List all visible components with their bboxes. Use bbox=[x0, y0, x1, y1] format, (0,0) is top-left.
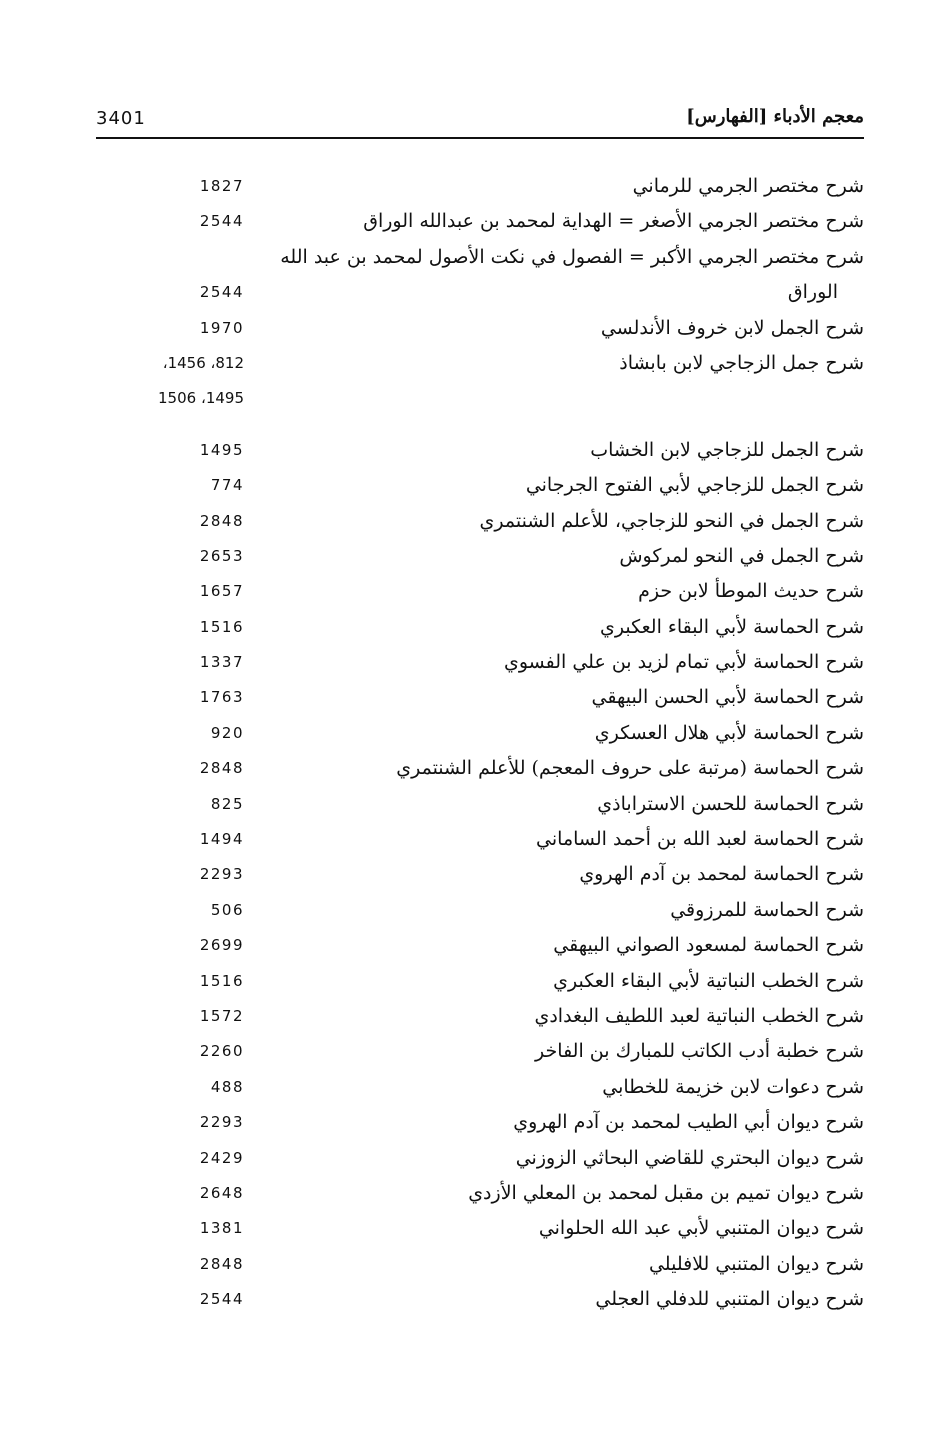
entry-term: شرح مختصر الجرمي الأصغر = الهداية لمحمد بن عبدالله الوراق bbox=[363, 210, 864, 233]
entry-pages: 2429 bbox=[199, 1148, 244, 1167]
entry-pages: 1572 bbox=[199, 1006, 244, 1025]
entry-pages: 1763 bbox=[199, 688, 244, 707]
index-entry bbox=[96, 1247, 864, 1282]
entry-pages: 1657 bbox=[199, 582, 244, 601]
entry-pages: 2260 bbox=[199, 1042, 244, 1061]
running-title: معجم الأدباء [الفهارس] bbox=[686, 106, 864, 127]
entry-term: شرح الحماسة لأبي البقاء العكبري bbox=[600, 615, 864, 638]
index-entry bbox=[96, 1141, 864, 1176]
entry-term: شرح الحماسة لمسعود الصواني البيهقي bbox=[553, 934, 864, 957]
entry-term: شرح الخطب النباتية لأبي البقاء العكبري bbox=[553, 969, 864, 992]
entry-term: شرح الحماسة لمحمد بن آدم الهروي bbox=[579, 863, 864, 886]
index-entry bbox=[96, 999, 864, 1034]
entry-term: الوراق bbox=[787, 281, 838, 304]
index-entry bbox=[96, 346, 864, 381]
index-entry bbox=[96, 822, 864, 857]
entry-pages: 2848 bbox=[199, 759, 244, 778]
index-entry bbox=[96, 857, 864, 892]
index-entry bbox=[96, 204, 864, 239]
index-entry bbox=[96, 680, 864, 715]
entry-pages: 2648 bbox=[199, 1183, 244, 1202]
entry-term: شرح خطبة أدب الكاتب للمبارك بن الفاخر bbox=[535, 1040, 864, 1063]
entry-pages: 506 bbox=[210, 900, 244, 919]
entry-term: شرح الخطب النباتية لعبد اللطيف البغدادي bbox=[534, 1004, 864, 1027]
entry-term: شرح ديوان تميم بن مقبل لمحمد بن المعلي الأزدي bbox=[468, 1181, 864, 1204]
entry-term: شرح الجمل في النحو لمركوش bbox=[619, 544, 864, 567]
entry-pages: 1337 bbox=[199, 653, 244, 672]
entry-term: شرح ديوان المتنبي للدفلي العجلي bbox=[595, 1288, 864, 1311]
entry-term: شرح ديوان البحتري للقاضي البحاثي الزوزني bbox=[515, 1146, 864, 1169]
entry-term: شرح الحماسة (مرتبة على حروف المعجم) للأعلم الشنتمري bbox=[396, 757, 864, 780]
entry-pages: 1970 bbox=[199, 318, 244, 337]
entry-term: شرح الجمل لابن خروف الأندلسي bbox=[600, 316, 864, 339]
entry-pages: 2848 bbox=[199, 1254, 244, 1273]
index-entry bbox=[96, 240, 864, 275]
entry-term: شرح جمل الزجاجي لابن بابشاذ bbox=[619, 351, 864, 374]
entry-pages: 1827 bbox=[199, 177, 244, 195]
entry-term: شرح الحماسة لأبي الحسن البيهقي bbox=[591, 686, 864, 709]
index-entry bbox=[96, 1211, 864, 1246]
entry-pages: 1516 bbox=[199, 617, 244, 636]
index-entry bbox=[96, 468, 864, 503]
index-entry bbox=[96, 610, 864, 645]
entry-pages: 825 bbox=[210, 794, 244, 813]
entry-pages: 812، 1456، bbox=[162, 353, 244, 372]
index-entry bbox=[96, 504, 864, 539]
index-entry bbox=[96, 1105, 864, 1140]
index-entry bbox=[96, 751, 864, 786]
entry-term: شرح ديوان أبي الطيب لمحمد بن آدم الهروي bbox=[513, 1111, 864, 1134]
index-entry bbox=[96, 716, 864, 751]
entry-pages: 1494 bbox=[199, 830, 244, 849]
index-entry bbox=[96, 645, 864, 680]
page-header bbox=[96, 106, 864, 132]
entry-pages: 1495، 1506 bbox=[158, 389, 244, 408]
index-entry bbox=[96, 1034, 864, 1069]
index-entry bbox=[96, 169, 864, 204]
entry-pages: 2848 bbox=[199, 511, 244, 530]
index-entry bbox=[96, 381, 864, 416]
entry-pages: 2293 bbox=[199, 865, 244, 884]
entry-pages: 2653 bbox=[199, 546, 244, 565]
index-entry bbox=[96, 928, 864, 963]
entry-pages: 2293 bbox=[199, 1113, 244, 1132]
index-entry bbox=[96, 1282, 864, 1317]
entry-pages: 2544 bbox=[199, 283, 244, 302]
entry-pages: 920 bbox=[210, 723, 244, 742]
index-entry bbox=[96, 417, 864, 433]
index-entry bbox=[96, 574, 864, 609]
entry-pages: 774 bbox=[210, 476, 244, 495]
entry-pages: 488 bbox=[210, 1077, 244, 1096]
entry-term: شرح الجمل للزجاجي لابن الخشاب bbox=[590, 438, 864, 461]
entry-pages: 1495 bbox=[199, 440, 244, 459]
index-entry bbox=[96, 539, 864, 574]
index-entry bbox=[96, 1176, 864, 1211]
index-entry bbox=[96, 964, 864, 999]
entry-pages: 2544 bbox=[199, 1290, 244, 1309]
page-number: 3401 bbox=[96, 108, 146, 129]
index-entry bbox=[96, 311, 864, 346]
entry-pages: 1381 bbox=[199, 1219, 244, 1238]
entry-pages: 2544 bbox=[199, 212, 244, 231]
entry-term: شرح الحماسة للمرزوقي bbox=[670, 898, 864, 921]
entry-term: شرح الحماسة لعبد الله بن أحمد الساماني bbox=[536, 828, 864, 851]
entry-term: شرح الحماسة لأبي هلال العسكري bbox=[594, 721, 864, 744]
entry-term: شرح ديوان المتنبي للافليلي bbox=[648, 1252, 864, 1275]
index-entry bbox=[96, 275, 864, 310]
entry-term: شرح الجمل في النحو للزجاجي، للأعلم الشنتمري bbox=[479, 509, 864, 532]
entry-term: شرح مختصر الجرمي للرماني bbox=[632, 175, 864, 197]
header-rule bbox=[96, 137, 864, 139]
entry-term: شرح الحماسة للحسن الاستراباذي bbox=[597, 792, 864, 815]
index-entry bbox=[96, 893, 864, 928]
entry-term: شرح دعوات لابن خزيمة للخطابي bbox=[602, 1075, 864, 1098]
entry-pages: 2699 bbox=[199, 936, 244, 955]
entry-pages: 1516 bbox=[199, 971, 244, 990]
index-entry bbox=[96, 1070, 864, 1105]
entry-term: شرح ديوان المتنبي لأبي عبد الله الحلواني bbox=[538, 1217, 864, 1240]
index-entry bbox=[96, 787, 864, 822]
index-entry bbox=[96, 433, 864, 468]
entry-term: شرح الجمل للزجاجي لأبي الفتوح الجرجاني bbox=[525, 474, 864, 497]
entry-term: شرح الحماسة لأبي تمام لزيد بن علي الفسوي bbox=[503, 651, 864, 674]
index-entries bbox=[96, 169, 864, 1318]
entry-term: شرح مختصر الجرمي الأكبر = الفصول في نكت الأصول لمحمد بن عبد الله bbox=[280, 245, 864, 268]
entry-term: شرح حديث الموطأ لابن حزم bbox=[638, 580, 864, 603]
